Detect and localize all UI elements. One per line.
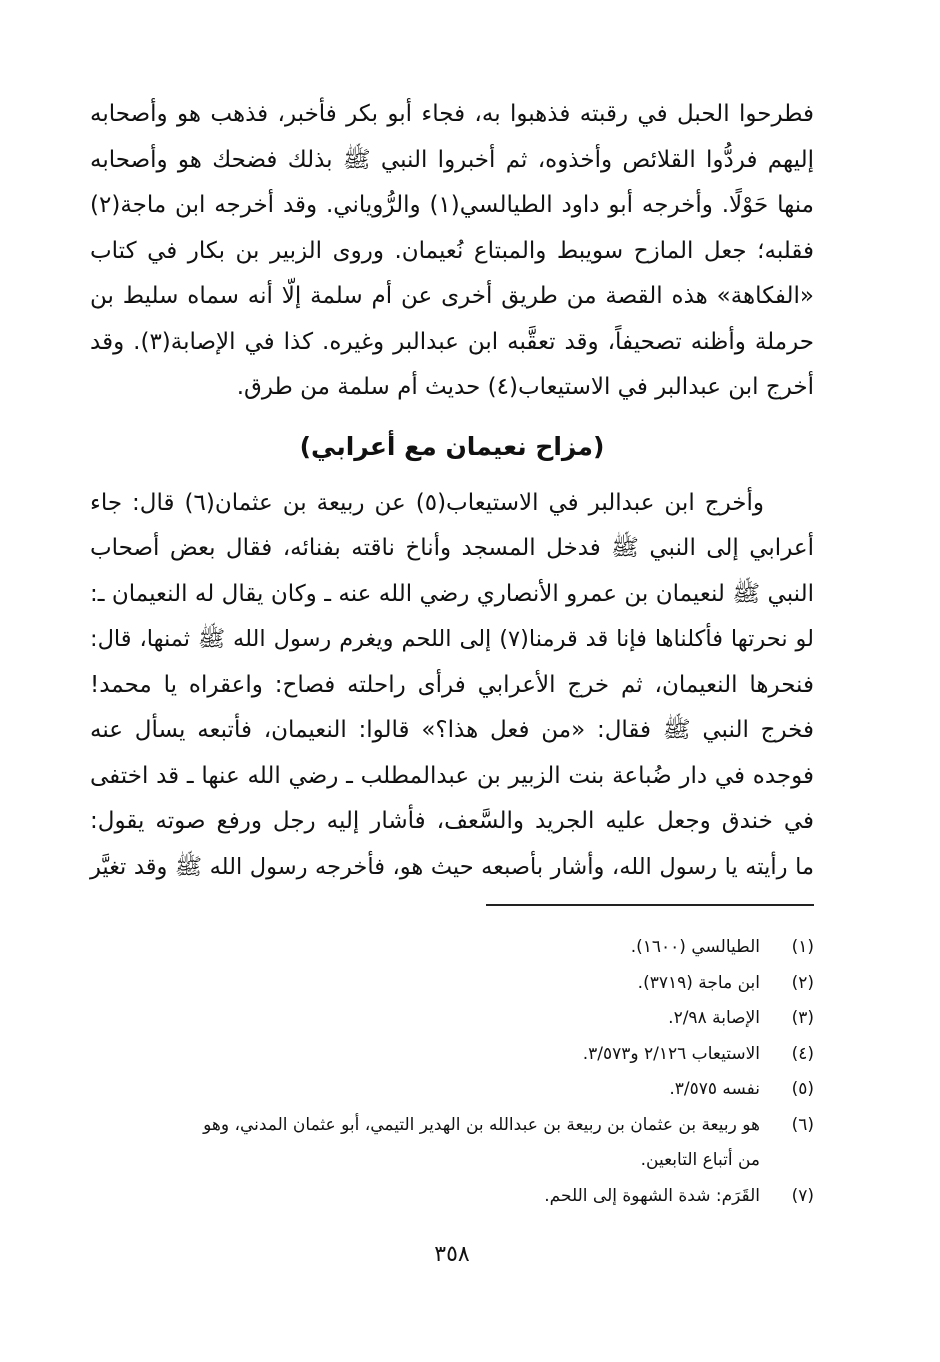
footnote-item [90,1179,814,1215]
footnote-item [90,1037,814,1073]
footnote-number: (١) [791,937,814,957]
text-line: في خندق وجعل عليه الجريد والسَّعف، فأشار إليه رجل ورفع صوته يقول: [90,808,814,834]
footnote-text [90,1072,762,1108]
text-line: «الفكاهة» هذه القصة من طريق أخرى عن أم سلمة إلّا أنه سماه سليط بن [90,283,814,309]
footnote-line: ابن ماجة (٣٧١٩). [637,972,760,993]
text-line: وأخرج ابن عبدالبر في الاستيعاب(٥) عن ربيعة بن عثمان(٦) قال: جاء [90,489,764,516]
text-line: فخرج النبي ﷺ فقال: «من فعل هذا؟» قالوا: النعيمان، فأتبعه يسأل عنه [90,717,814,743]
footnotes-list [90,930,814,1214]
footnote-separator [486,904,814,906]
footnote-line: الإصابة ٢/٩٨. [668,1008,760,1028]
footnote-number: (٦) [791,1114,814,1135]
footnote-text [90,966,762,1002]
footnote-line: من أتباع التابعين. [640,1150,760,1170]
text-line: حرملة وأظنه تصحيفاً، وقد تعقَّبه ابن عبدالبر وغيره. كذا في الإصابة(٣). وقد [90,328,815,355]
text-line: النبي ﷺ لنعيمان بن عمرو الأنصاري رضي الله عنه ـ وكان يقال له النعيمان ـ: [90,580,814,607]
text-line: لو نحرتها فأكلناها فإنا قد قرمنا(٧) إلى اللحم ويغرم رسول الله ﷺ ثمنها، قال: [90,626,814,652]
footnote-line: الاستيعاب ٢/١٢٦ و٣/٥٧٣. [582,1043,760,1064]
book-page [90,92,814,1302]
footnote-line: القَرَم: شدة الشهوة إلى اللحم. [544,1185,760,1206]
page-number: ٣٥٨ [434,1242,470,1267]
text-line: أعرابي إلى النبي ﷺ فدخل المسجد وأناخ ناقته بفنائه، فقال بعض أصحاب [90,535,814,561]
footnote-item [90,966,814,1002]
footnote-text [90,1108,762,1179]
footnote-line: الطيالسي (١٦٠٠). [630,937,760,957]
text-line: فطرحوا الحبل في رقبته فذهبوا به، فجاء أبو بكر فأخبر، فذهب هو وأصحابه [90,101,814,127]
body-paragraph-2 [90,481,814,891]
footnote-line: نفسه ٣/٥٧٥. [669,1079,760,1099]
body-paragraph-1 [90,92,814,411]
footnote-item [90,1108,814,1179]
footnote-item [90,930,814,966]
footnote-text [90,1179,762,1215]
footnote-number: (٣) [791,1008,814,1028]
footnote-text [90,930,762,966]
section-heading: (مزاح نعيمان مع أعرابي) [299,431,605,461]
text-line: ما رأيته يا رسول الله، وأشار بأصبعه حيث هو، فأخرجه رسول الله ﷺ وقد تغيَّر [90,853,814,880]
text-line: فوجده في دار ضُباعة بنت الزبير بن عبدالمطلب ـ رضي الله عنها ـ قد اختفى [90,762,814,789]
footnote-number: (٤) [791,1043,814,1064]
footnote-number: (٧) [791,1185,814,1206]
text-line: فنحرها النعيمان، ثم خرج الأعرابي فرأى راحلته فصاح: واعقراه يا محمد! [90,671,814,698]
footnote-number: (٢) [791,972,814,993]
footnote-item [90,1001,814,1037]
footnote-text [90,1001,762,1037]
footnote-text [90,1037,762,1073]
footnote-item [90,1072,814,1108]
text-line: أخرج ابن عبدالبر في الاستيعاب(٤) حديث أم سلمة من طرق. [236,374,814,400]
footnote-line: هو ربيعة بن عثمان بن ربيعة بن عبدالله بن الهدير التيمي، أبو عثمان المدني، وهو [203,1114,760,1135]
footnote-number: (٥) [791,1079,814,1099]
text-line: إليهم فردُّوا القلائص وأخذوه، ثم أخبروا النبي ﷺ بذلك فضحك هو وأصحابه [90,146,814,173]
text-line: منها حَوْلًا. وأخرجه أبو داود الطيالسي(١) والرُّوياني. وقد أخرجه ابن ماجة(٢) [90,192,814,218]
text-line: فقلبه؛ جعل المازح سويبط والمبتاع نُعيمان. وروى الزبير بن بكار في كتاب [90,237,814,264]
